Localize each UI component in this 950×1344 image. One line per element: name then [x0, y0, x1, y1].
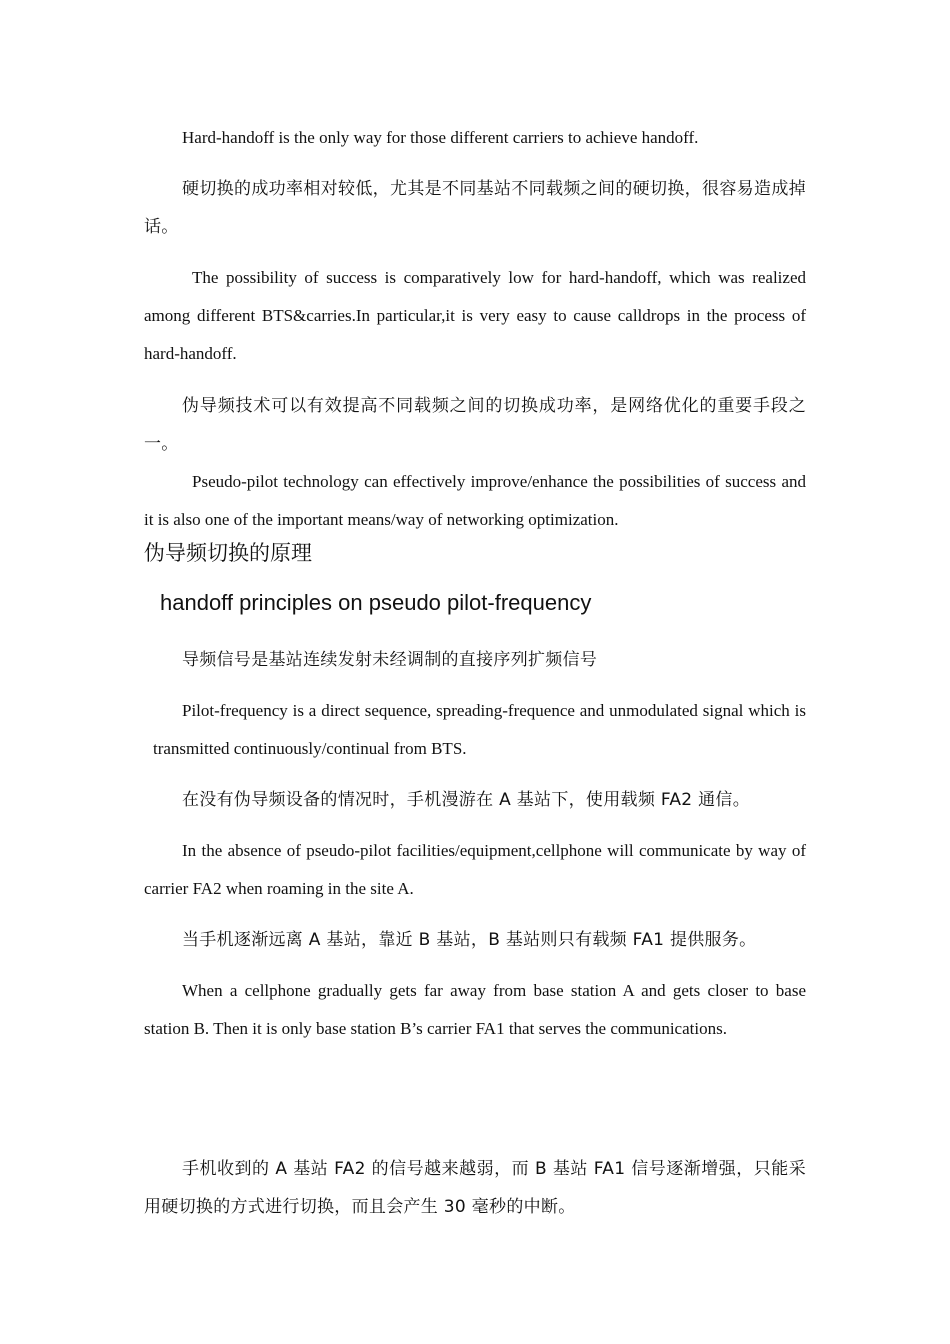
- section-heading-zh: 伪导频切换的原理: [144, 541, 312, 565]
- paragraph-hard-handoff-en: Hard-handoff is the only way for those different carriers to achieve handoff.: [182, 128, 699, 147]
- paragraph-pseudo-pilot-zh: 伪导频技术可以有效提高不同载频之间的切换成功率，是网络优化的重要手段之一。: [144, 396, 806, 454]
- paragraph-absence-zh: 在没有伪导频设备的情况时，手机漫游在 A 基站下，使用载频 FA2 通信。: [182, 790, 751, 810]
- paragraph-pilot-signal-zh: 导频信号是基站连续发射未经调制的直接序列扩频信号: [182, 650, 598, 670]
- paragraph-moving-away-zh: 当手机逐渐远离 A 基站，靠近 B 基站，B 基站则只有载频 FA1 提供服务。: [182, 930, 757, 950]
- paragraph-hard-handoff-zh: 硬切换的成功率相对较低，尤其是不同基站不同载频之间的硬切换，很容易造成掉话。: [144, 179, 806, 237]
- paragraph-moving-away-en: When a cellphone gradually gets far away from base station A and gets closer to base station B. Then it is only base station B’s carrier FA1 that serves the communications.: [144, 981, 806, 1038]
- paragraph-success-low-en: The possibility of success is comparatively low for hard-handoff, which was realized among different BTS&carries.In particular,it is very easy to cause calldrops in the process of hard-handoff.: [144, 268, 806, 363]
- paragraph-signal-weak-zh: 手机收到的 A 基站 FA2 的信号越来越弱，而 B 基站 FA1 信号逐渐增强，只能采用硬切换的方式进行切换，而且会产生 30 毫秒的中断。: [144, 1159, 806, 1217]
- paragraph-pseudo-pilot-en: Pseudo-pilot technology can effectively improve/enhance the possibilities of success and it is also one of the important means/way of networking optimization.: [144, 472, 806, 529]
- paragraph-absence-en: In the absence of pseudo-pilot facilities/equipment,cellphone will communicate by way of carrier FA2 when roaming in the site A.: [144, 841, 806, 898]
- section-heading-en: handoff principles on pseudo pilot-frequency: [160, 590, 592, 615]
- paragraph-pilot-signal-en: Pilot-frequency is a direct sequence, spreading-frequence and unmodulated signal which is transmitted continuously/continual from BTS.: [153, 701, 806, 758]
